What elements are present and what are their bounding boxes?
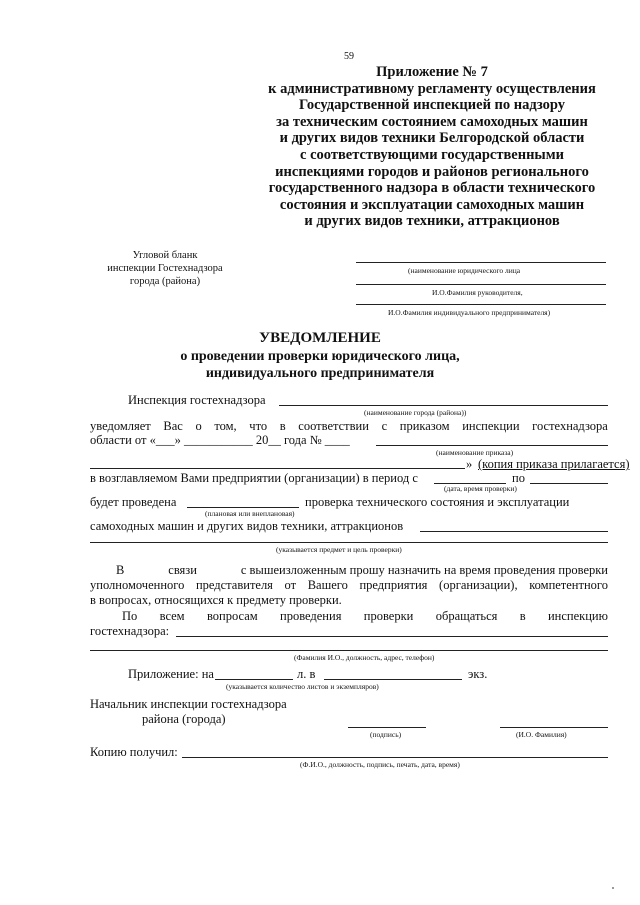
header-line: инспекциями городов и районов регионального [275,163,589,180]
manager-name-caption: И.О.Фамилия руководителя, [432,288,523,297]
order-name-continuation-line[interactable] [90,468,465,469]
order-name-caption: (наименование приказа) [436,448,514,457]
enterprise-text: в возглавляемом Вами предприятии (организации) в период с [90,471,418,485]
inspection-text: проверка технического состояния и эксплуатации [305,495,570,509]
page-number: 59 [344,51,354,62]
order-copy-note: (копия приказа прилагается) [478,457,630,471]
attachment-copies-label: экз. [468,667,488,681]
document-subtitle: индивидуального предпринимателя [205,366,435,381]
head-title-line1: Начальник инспекции гостехнадзора [90,697,287,711]
header-line: за техническим состоянием самоходных машин [276,113,588,130]
city-name-caption: (наименование города (района)) [364,408,467,417]
notify-line: уведомляет Вас о том, что в соответствии с приказом инспекции гостехнадзора [90,419,608,433]
will-be-label: будет проведена [90,495,177,509]
receiver-caption: (Ф.И.О., должность, подпись, печать, дата, время) [300,760,460,769]
para1-line1: В связи с вышеизложенным прошу назначить на время проведения проверки [116,563,608,577]
contact-caption: (Фамилия И.О., должность, адрес, телефон) [294,653,435,662]
appendix-header [222,64,640,230]
document-title: УВЕДОМЛЕНИЕ [259,330,381,346]
header-line: Государственной инспекцией по надзору [298,97,566,114]
order-date-line: области от «___» ___________ 20__ года № ____ [90,433,350,447]
signature-caption: (подпись) [370,730,402,739]
corner-stamp-line: инспекции Гостехнадзора [107,263,223,274]
corner-stamp-line: города (района) [129,276,201,287]
machines-text: самоходных машин и других видов техники, аттракционов [90,519,404,533]
inspection-label: Инспекция гостехнадзора [128,393,266,407]
order-name-line[interactable] [376,445,608,446]
header-line: с соответствующими государственными [300,146,564,163]
entrepreneur-name-caption: И.О.Фамилия индивидуального предпринимателя) [388,308,551,317]
sheets-caption: (указывается количество листов и экземпляров) [226,682,379,691]
attachment-label: Приложение: на [128,667,214,681]
para1-line3: в вопросах, относящихся к предмету проверки. [90,593,342,607]
contact-line-1[interactable] [176,636,608,637]
city-name-line[interactable] [279,405,608,406]
para2-line1: По всем вопросам проведения проверки обращаться в инспекцию [122,609,608,623]
subject-line-2[interactable] [90,542,608,543]
attachment-sheets-label: л. в [297,667,316,681]
initials-line[interactable] [500,727,608,728]
para2-line2: гостехнадзора: [90,624,170,638]
corner-stamp-line: Угловой бланк [132,250,198,261]
copy-received-label: Копию получил: [90,745,178,759]
document-subtitle: о проведении проверки юридического лица, [180,349,460,364]
contact-line-2[interactable] [90,650,608,651]
manager-name-line[interactable] [356,284,606,285]
period-to-line[interactable] [530,483,608,484]
planned-type-caption: (плановая или внеплановая) [205,509,295,518]
header-line: Приложение № 7 [376,64,488,80]
attachment-sheets-line[interactable] [215,679,293,680]
org-name-caption: (наименование юридического лица [408,266,521,275]
initials-caption: (И.О. Фамилия) [516,730,567,739]
org-name-line[interactable] [356,262,606,263]
signature-line[interactable] [348,727,426,728]
order-closing-quote: » [466,457,473,471]
entrepreneur-name-line[interactable] [356,304,606,305]
period-to-label: по [512,471,525,485]
head-title-line2: района (города) [142,712,226,726]
corner-stamp-label [90,249,240,288]
header-line: к административному регламенту осуществления [268,80,596,97]
header-line: и других видов техники, аттракционов [304,213,560,230]
attachment-copies-line[interactable] [324,679,462,680]
header-line: состояния и эксплуатации самоходных машин [279,196,585,213]
para1-line2: уполномоченного представителя от Вашего предприятия (организации), компетентного [90,578,608,592]
subject-caption: (указывается предмет и цель проверки) [276,545,402,554]
copy-received-line[interactable] [182,757,608,758]
scan-speck [612,887,614,889]
date-time-caption: (дата, время проверки) [444,484,517,493]
subject-line-1[interactable] [420,531,608,532]
planned-type-line[interactable] [187,507,299,508]
header-line: государственного надзора в области технического [268,180,596,197]
header-line: и других видов техники Белгородской области [279,130,585,147]
